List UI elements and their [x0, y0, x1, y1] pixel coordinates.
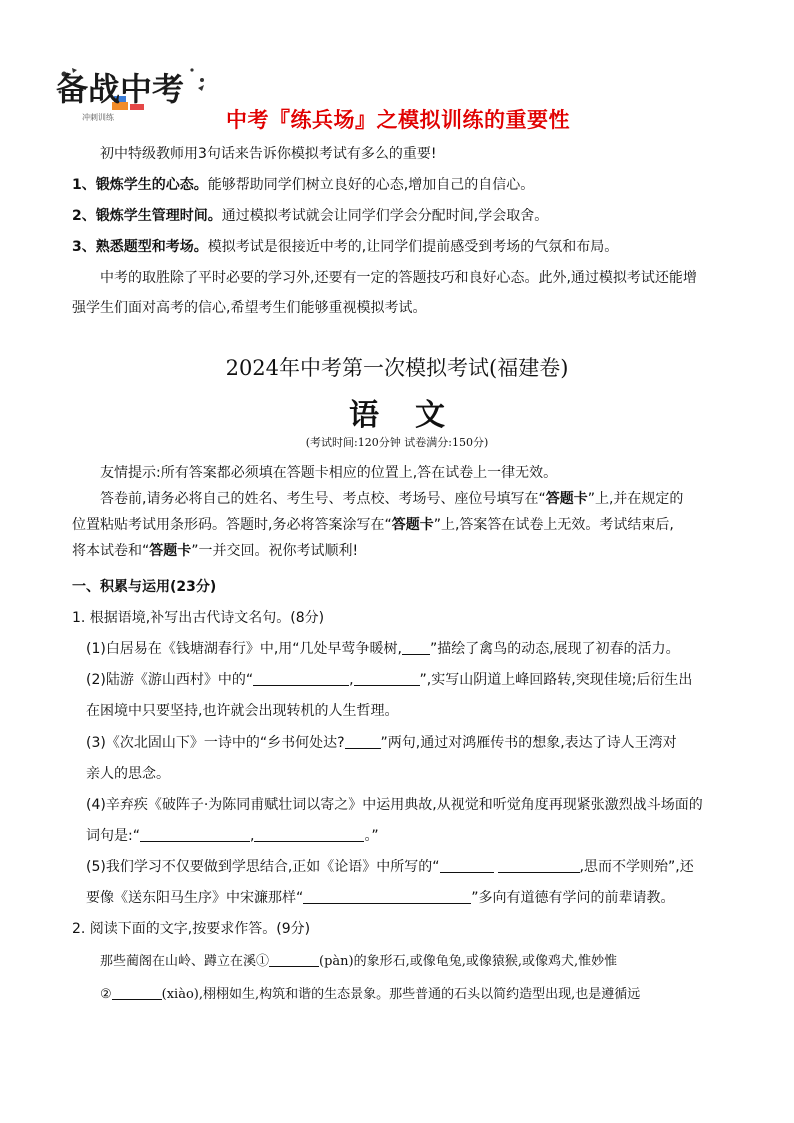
exam-subject: 语文	[349, 398, 481, 433]
notice-text: 将本试卷和“	[72, 543, 150, 559]
logo-graphic	[52, 62, 212, 128]
blank-number: ①	[256, 954, 270, 969]
intro-paragraph-line: 中考的取胜除了平时必要的学习外,还要有一定的答题技巧和良好心态。此外,通过模拟考试还能增	[100, 270, 697, 286]
intro-paragraph-line: 强学生们面对高考的信心,希望考生们能够重视模拟考试。	[72, 300, 427, 316]
passage-text: (pàn)的象形石,或像龟兔,或像猿猴,或像鸡犬,惟妙惟	[319, 954, 618, 969]
passage-text: 那些蔺阁在山岭、蹲立在溪	[100, 954, 257, 969]
answer-blank[interactable]	[254, 827, 364, 842]
notice-text: 位置粘贴考试用条形码。答题时,务必将答案涂写在“	[72, 517, 392, 533]
banner-title: 中考『练兵场』之模拟训练的重要性	[226, 108, 570, 132]
notice-line	[100, 489, 683, 509]
notice-tip: 友情提示:所有答案都必须填在答题卡相应的位置上,答在试卷上一律无效。	[100, 465, 558, 481]
question-text: 要像《送东阳马生序》中宋濂那样“	[86, 890, 304, 906]
notice-line	[72, 541, 358, 561]
intro-point-2	[72, 206, 548, 226]
question-1-stem: 1. 根据语境,补写出古代诗文名句。(8分)	[72, 610, 325, 626]
intro-lead: 初中特级教师用3句话来告诉你模拟考试有多么的重要!	[100, 146, 437, 162]
intro-point-body: 能够帮助同学们树立良好的心态,增加自己的自信心。	[207, 177, 535, 193]
answer-blank[interactable]	[253, 671, 349, 686]
question-1-item-4-cont	[86, 826, 379, 846]
logo-text: 备战中考	[56, 70, 185, 108]
notice-card-term: 答题卡	[149, 543, 192, 559]
answer-blank[interactable]	[140, 827, 250, 842]
question-text: 词句是:“	[86, 828, 140, 844]
question-text: ”描绘了禽鸟的动态,展现了初春的活力。	[429, 641, 680, 657]
intro-point-body: 通过模拟考试就会让同学们学会分配时间,学会取舍。	[221, 208, 549, 224]
exam-title: 2024年中考第一次模拟考试(福建卷)	[225, 356, 569, 380]
intro-point-head: 3、熟悉题型和考场。	[72, 239, 208, 255]
answer-blank[interactable]	[498, 858, 580, 873]
question-text: (5)我们学习不仅要做到学思结合,正如《论语》中所写的“	[86, 859, 440, 875]
intro-point-3	[72, 237, 618, 257]
answer-blank[interactable]	[440, 858, 494, 873]
question-2-passage-line	[100, 985, 640, 1005]
question-text: (3)《次北固山下》一诗中的“乡书何处达?	[86, 735, 345, 751]
passage-text: (xiào),栩栩如生,构筑和谐的生态景象。那些普通的石头以简约造型出现,也是遵循远	[161, 987, 641, 1002]
question-1-item-3-cont: 亲人的思念。	[86, 766, 170, 782]
question-text: ”两句,通过对鸿雁传书的想象,表达了诗人王湾对	[380, 735, 677, 751]
intro-point-1	[72, 175, 534, 195]
exam-info: (考试时间:120分钟 试卷满分:150分)	[305, 436, 489, 449]
question-1-item-2	[86, 670, 692, 690]
notice-text: 答卷前,请务必将自己的姓名、考生号、考点校、考场号、座位号填写在“	[100, 491, 546, 507]
question-text: ”,实写山阴道上峰回路转,突现佳境;后衍生出	[419, 672, 693, 688]
notice-line	[72, 515, 674, 535]
intro-point-head: 1、锻炼学生的心态。	[72, 177, 208, 193]
question-1-item-3	[86, 733, 677, 753]
question-text: (2)陆游《游山西村》中的“	[86, 672, 254, 688]
answer-blank[interactable]	[112, 985, 162, 1000]
logo	[52, 62, 212, 128]
question-text: ,思而不学则殆”,还	[579, 859, 694, 875]
notice-text: ”上,并在规定的	[587, 491, 684, 507]
question-text: (1)白居易在《钱塘湖春行》中,用“几处早莺争暖树,	[86, 641, 402, 657]
answer-blank[interactable]	[354, 671, 420, 686]
question-text: ,	[249, 828, 255, 844]
question-1-item-2-cont: 在困境中只要坚持,也许就会出现转机的人生哲理。	[86, 703, 399, 719]
intro-point-head: 2、锻炼学生管理时间。	[72, 208, 222, 224]
notice-card-term: 答题卡	[391, 517, 434, 533]
question-1-item-1	[86, 639, 680, 659]
answer-blank[interactable]	[402, 640, 430, 655]
notice-text: ”上,答案答在试卷上无效。考试结束后,	[433, 517, 674, 533]
question-text: ”多向有道德有学问的前辈请教。	[471, 890, 675, 906]
section-heading: 一、积累与运用(23分)	[72, 579, 217, 595]
question-1-item-5	[86, 857, 694, 877]
question-text: 。”	[364, 828, 379, 844]
question-1-item-5-cont	[86, 888, 675, 908]
question-text: ,	[349, 672, 354, 688]
logo-tagline: 冲刺训练	[82, 113, 114, 122]
notice-text: ”一并交回。祝你考试顺利!	[191, 543, 359, 559]
blank-number: ②	[100, 987, 112, 1002]
answer-blank[interactable]	[345, 734, 381, 749]
answer-blank[interactable]	[303, 889, 471, 904]
intro-point-body: 模拟考试是很接近中考的,让同学们提前感受到考场的气氛和布局。	[207, 239, 619, 255]
question-2-stem: 2. 阅读下面的文字,按要求作答。(9分)	[72, 921, 311, 937]
question-1-item-4: (4)辛弃疾《破阵子·为陈同甫赋壮词以寄之》中运用典故,从视觉和听觉角度再现紧张激烈战斗场面的	[86, 797, 703, 813]
answer-blank[interactable]	[269, 952, 319, 967]
notice-card-term: 答题卡	[545, 491, 588, 507]
question-2-passage-line	[100, 952, 617, 972]
